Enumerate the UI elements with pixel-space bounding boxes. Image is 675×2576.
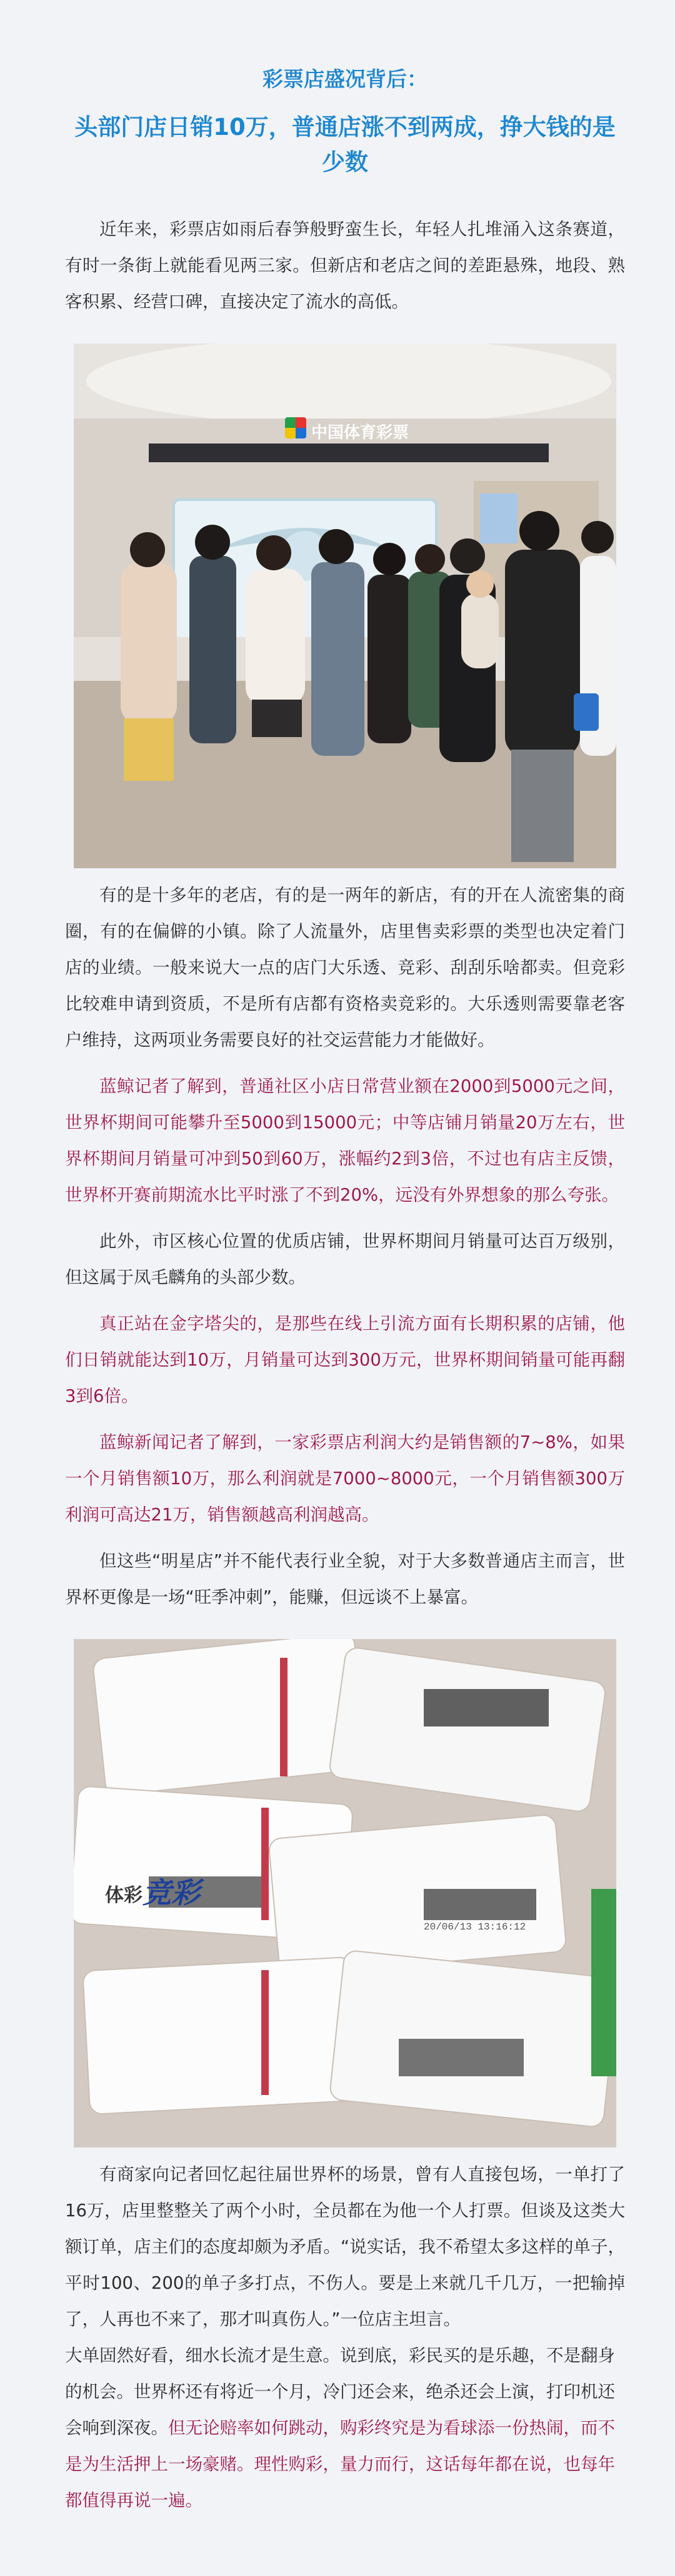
paragraph-sales-figures: 蓝鲸记者了解到，普通社区小店日常营业额在2000到5000元之间，世界杯期间可能攀升至5000到15000元；中等店铺月销量20万左右，世界杯期间月销量可冲到50到60万，涨幅约2到3倍，不过也有店主反馈，世界杯开赛前期流水比平时涨了不到20%，远没有外界想象的那么夸张。 xyxy=(65,1076,625,1205)
paragraph-top-stores: 此外，市区核心位置的优质店铺，世界杯期间月销量可达百万级别，但这属于凤毛麟角的头部少数。 xyxy=(65,1231,625,1287)
paragraph-store-types: 有的是十多年的老店，有的是一两年的新店，有的开在人流密集的商圈，有的在偏僻的小镇。除了人流量外，店里售卖彩票的类型也决定着门店的业绩。一般来说大一点的店门大乐透、竞彩、刮刮乐啥都卖。但竞彩比较难申请到资质，不是所有店都有资格卖竞彩的。大乐透则需要靠老客户维持，这两项业务需要良好的社交运营能力才能做好。 xyxy=(65,885,625,1050)
paragraph-pyramid-top: 真正站在金字塔尖的，是那些在线上引流方面有长期积累的店铺，他们日销就能达到10万，月销量可达到300万元，世界杯期间销量可能再翻3到6倍。 xyxy=(65,1314,625,1406)
article-subtitle: 头部门店日销10万，普通店涨不到两成，挣大钱的是少数 xyxy=(74,114,616,176)
paragraph-star-stores: 但这些“明星店”并不能代表行业全貌，对于大多数普通店主而言，世界杯更像是一场“旺季冲刺”，能赚，但远谈不上暴富。 xyxy=(65,1551,625,1607)
ticket-timestamp-text: 20/06/13 13:16:12 xyxy=(424,1921,526,1933)
lottery-tickets-photo xyxy=(74,1639,616,2147)
ticket-game-text: 竞彩 xyxy=(142,1876,200,1909)
lottery-logo-icon xyxy=(285,417,306,438)
paragraph-rational-buying: 但无论赔率如何跳动，购彩终究是为看球添一份热闹，而不是为生活押上一场豪赌。理性购彩，量力而行，这话每年都在说，也每年都值得再说一遍。 xyxy=(65,2418,615,2510)
paragraph-conclusion: 大单固然好看，细水长流才是生意。说到底，彩民买的是乐趣，不是翻身的机会。世界杯还有将近一个月，冷门还会来，绝杀还会上演，打印机还会响到深夜。 xyxy=(65,2346,615,2438)
ticket-brand-text: 体彩 xyxy=(105,1885,142,1906)
article-title: 彩票店盛况背后： xyxy=(262,67,428,91)
paragraph-big-orders: 有商家向记者回忆起往届世界杯的场景，曾有人直接包场，一单打了16万，店里整整关了两个小时，全员都在为他一个人打票。但谈及这类大额订单，店主们的态度却颇为矛盾。“说实话，我不希望太多这样的单子，平时100、200的单子多打点，不伤人。要是上来就几千几万，一把输掉了，人再也不来了，那才叫真伤人。”一位店主坦言。 xyxy=(65,2164,625,2329)
paragraph-intro: 近年来，彩票店如雨后春笋般野蛮生长，年轻人扎堆涌入这条赛道，有时一条街上就能看见两三家。但新店和老店之间的差距悬殊，地段、熟客积累、经营口碑，直接决定了流水的高低。 xyxy=(65,219,625,312)
store-sign-text: 中国体育彩票 xyxy=(311,423,409,442)
paragraph-profit: 蓝鲸新闻记者了解到，一家彩票店利润大约是销售额的7~8%，如果一个月销售额10万，那么利润就是7000~8000元，一个月销售额300万利润可高达21万，销售额越高利润越高。 xyxy=(65,1432,625,1525)
lottery-store-photo xyxy=(74,344,616,868)
